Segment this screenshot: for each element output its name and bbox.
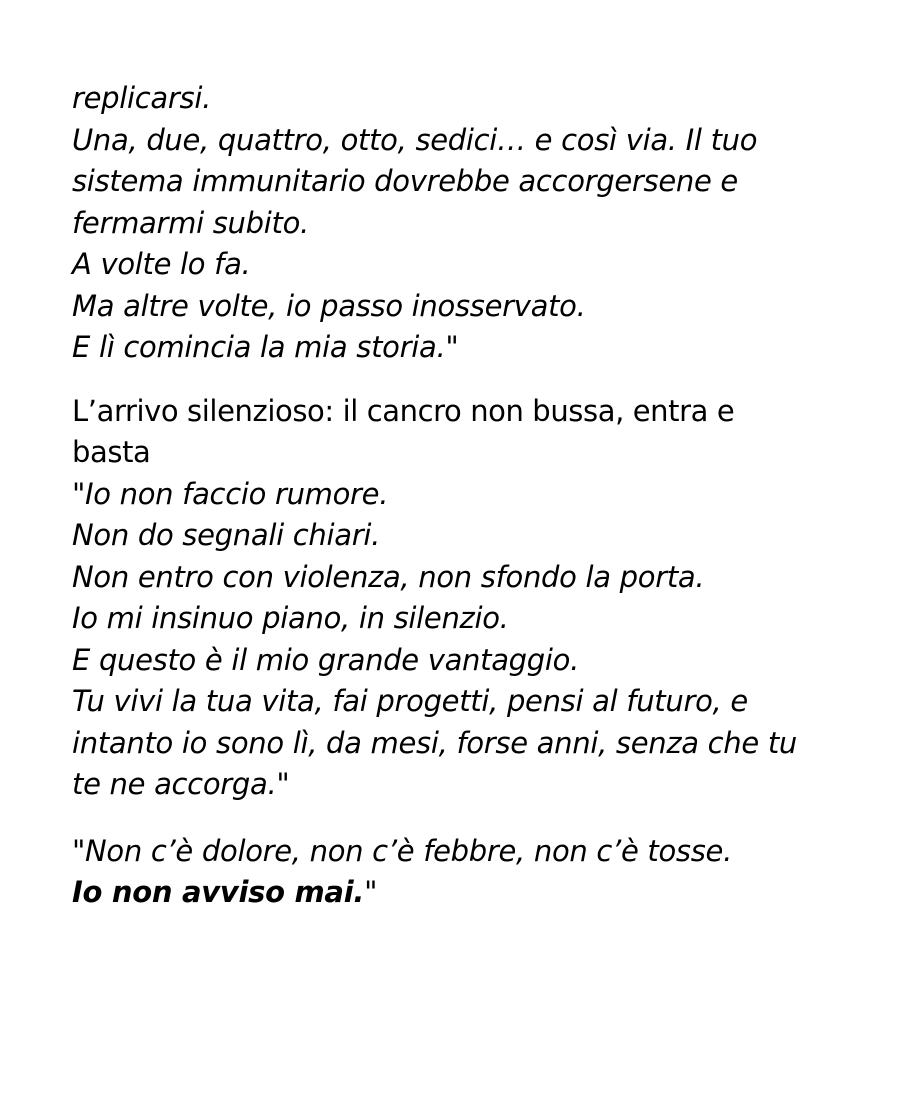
text-line: E questo è il mio grande vantaggio.	[72, 642, 580, 677]
text-line: Non entro con violenza, non sfondo la porta.	[72, 559, 705, 594]
text-line: "Io non faccio rumore.	[72, 476, 389, 511]
paragraph-1	[72, 78, 862, 369]
text-line: fermarmi subito.	[72, 205, 309, 240]
text-line: Una, due, quattro, otto, sedici… e così via. Il tuo	[72, 122, 758, 157]
paragraph-spacer	[72, 806, 862, 831]
text-line: Non do segnali chiari.	[72, 518, 380, 552]
section-heading	[72, 391, 862, 474]
document-page	[72, 78, 862, 914]
heading-line: L’arrivo silenzioso: il cancro non bussa, entra e	[72, 393, 735, 428]
text-line: Ma altre volte, io passo inosservato.	[72, 288, 586, 323]
paragraph-2	[72, 474, 862, 806]
emphasis-text: Io non avviso mai.	[72, 875, 365, 909]
text-line: E lì comincia la mia storia."	[72, 330, 459, 364]
closing-quote: "	[364, 875, 378, 909]
text-line: Tu vivi la tua vita, fai progetti, pensi al futuro, e	[72, 684, 748, 718]
paragraph-spacer	[72, 369, 862, 391]
paragraph-3	[72, 831, 862, 914]
text-line: "Non c’è dolore, non c’è febbre, non c’è tosse.	[72, 833, 732, 868]
text-line: sistema immunitario dovrebbe accorgersene e	[72, 164, 738, 198]
heading-line: basta	[72, 435, 151, 469]
text-line: Io mi insinuo piano, in silenzio.	[72, 601, 509, 635]
text-line: replicarsi.	[72, 81, 212, 115]
text-line: te ne accorga."	[72, 767, 290, 801]
text-line: A volte lo fa.	[72, 247, 251, 281]
text-line: intanto io sono lì, da mesi, forse anni, senza che tu	[72, 725, 797, 760]
text-line-emphasis	[72, 872, 862, 914]
